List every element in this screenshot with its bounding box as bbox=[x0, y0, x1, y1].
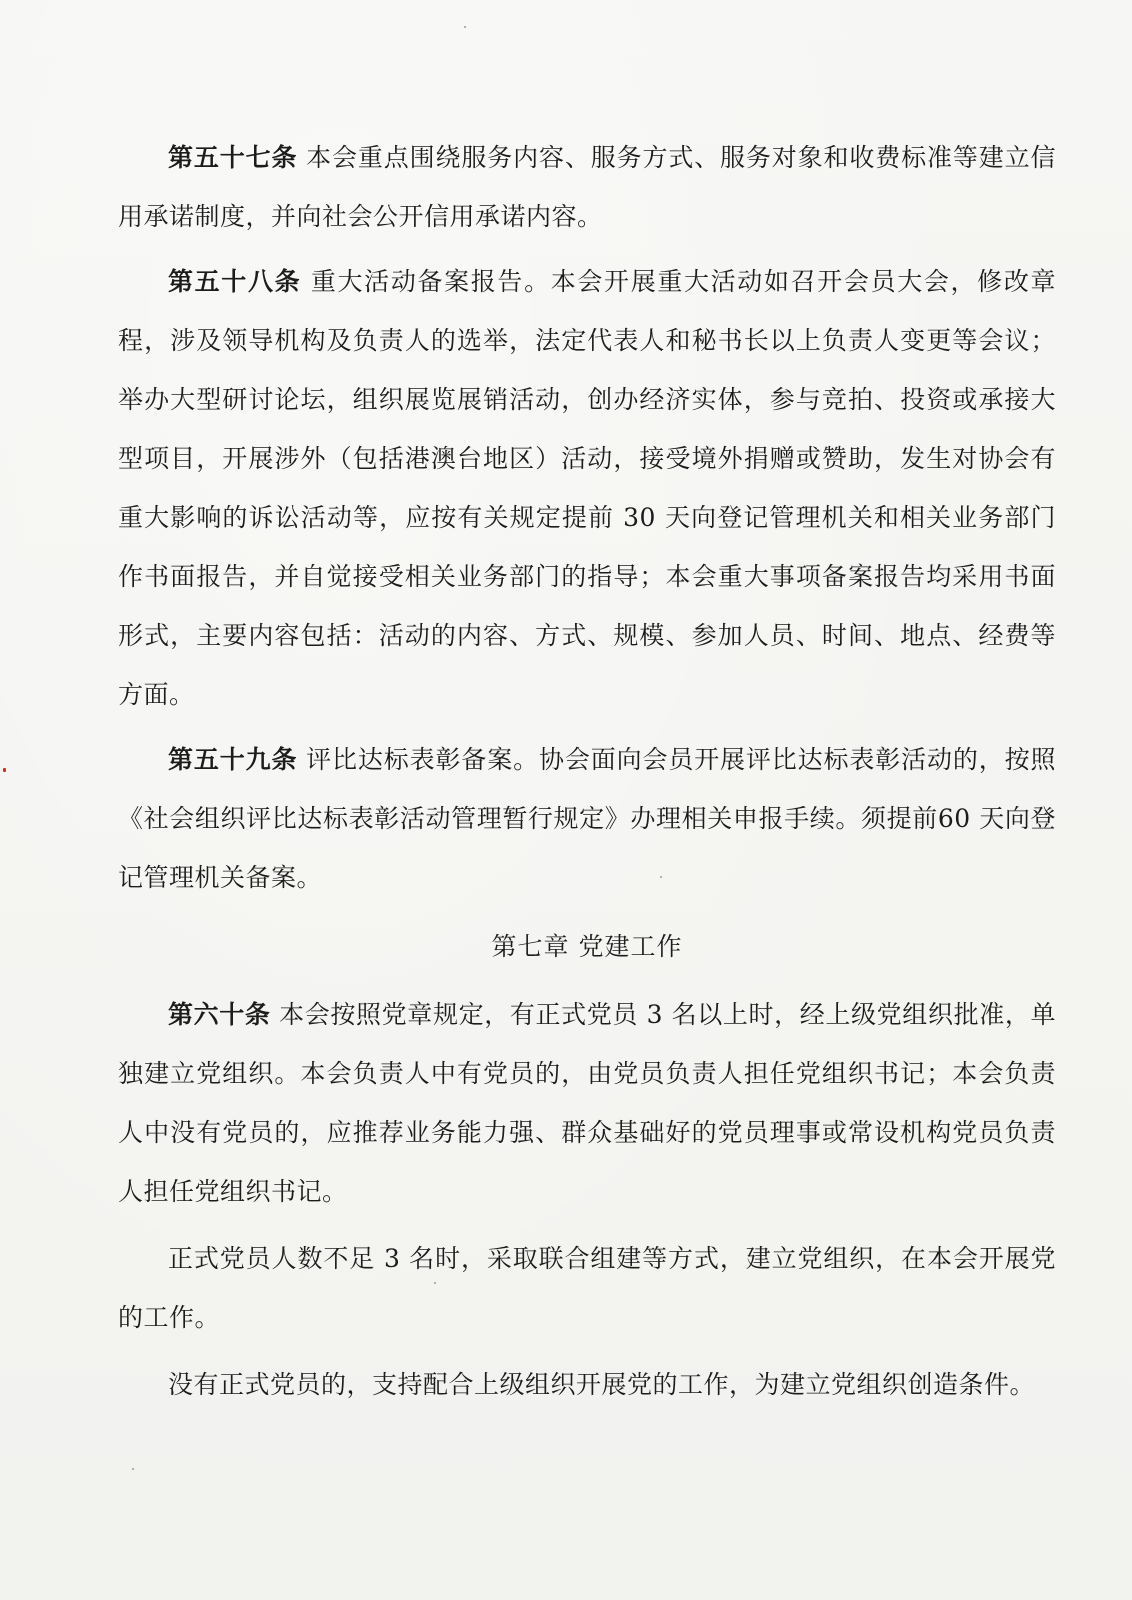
article-text: 本会重点围绕服务内容、服务方式、服务对象和收费标准等建立信用承诺制度，并向社会公开信用承诺内容。 bbox=[118, 143, 1056, 231]
article-heading: 第五十七条 bbox=[168, 143, 298, 172]
article-text: 重大活动备案报告。本会开展重大活动如召开会员大会，修改章程，涉及领导机构及负责人的选举，法定代表人和秘书长以上负责人变更等会议；举办大型研讨论坛，组织展览展销活动，创办经济实体，参与竞拍、投资或承接大型项目，开展涉外（包括港澳台地区）活动，接受境外捐赠或赞助，发生对协会有重大影响的诉讼活动等，应按有关规定提前 30 天向登记管理机关和相关业务部门作书面报告，并自觉接受相关业务部门的指导；本会重大事项备案报告均采用书面形式，主要内容包括：活动的内容、方式、规模、参加人员、时间、地点、经费等方面。 bbox=[118, 267, 1056, 709]
article-text: 评比达标表彰备案。协会面向会员开展评比达标表彰活动的，按照《社会组织评比达标表彰活动管理暂行规定》办理相关申报手续。须提前60 天向登记管理机关备案。 bbox=[118, 745, 1056, 892]
document-body bbox=[118, 128, 1056, 1414]
scan-dust bbox=[132, 1468, 134, 1470]
article-57-paragraph bbox=[118, 128, 1056, 246]
article-59-paragraph bbox=[118, 730, 1056, 907]
article-heading: 第五十九条 bbox=[168, 745, 298, 774]
chapter-title: 第七章 党建工作 bbox=[491, 932, 683, 961]
article-heading: 第五十八条 bbox=[168, 267, 302, 296]
article-58-paragraph bbox=[118, 252, 1056, 724]
article-heading: 第六十条 bbox=[168, 1000, 271, 1029]
scan-mark bbox=[3, 768, 6, 772]
article-text: 本会按照党章规定，有正式党员 3 名以上时，经上级党组织批准，单独建立党组织。本会负责人中有党员的，由党员负责人担任党组织书记；本会负责人中没有党员的，应推荐业务能力强、群众基础好的党员理事或常设机构党员负责人担任党组织书记。 bbox=[118, 1000, 1056, 1206]
body-paragraph: 没有正式党员的，支持配合上级组织开展党的工作，为建立党组织创造条件。 bbox=[168, 1370, 1036, 1399]
body-paragraph: 正式党员人数不足 3 名时，采取联合组建等方式，建立党组织，在本会开展党的工作。 bbox=[118, 1244, 1056, 1332]
article-60-paragraph bbox=[118, 985, 1056, 1221]
scan-dust bbox=[464, 26, 466, 28]
